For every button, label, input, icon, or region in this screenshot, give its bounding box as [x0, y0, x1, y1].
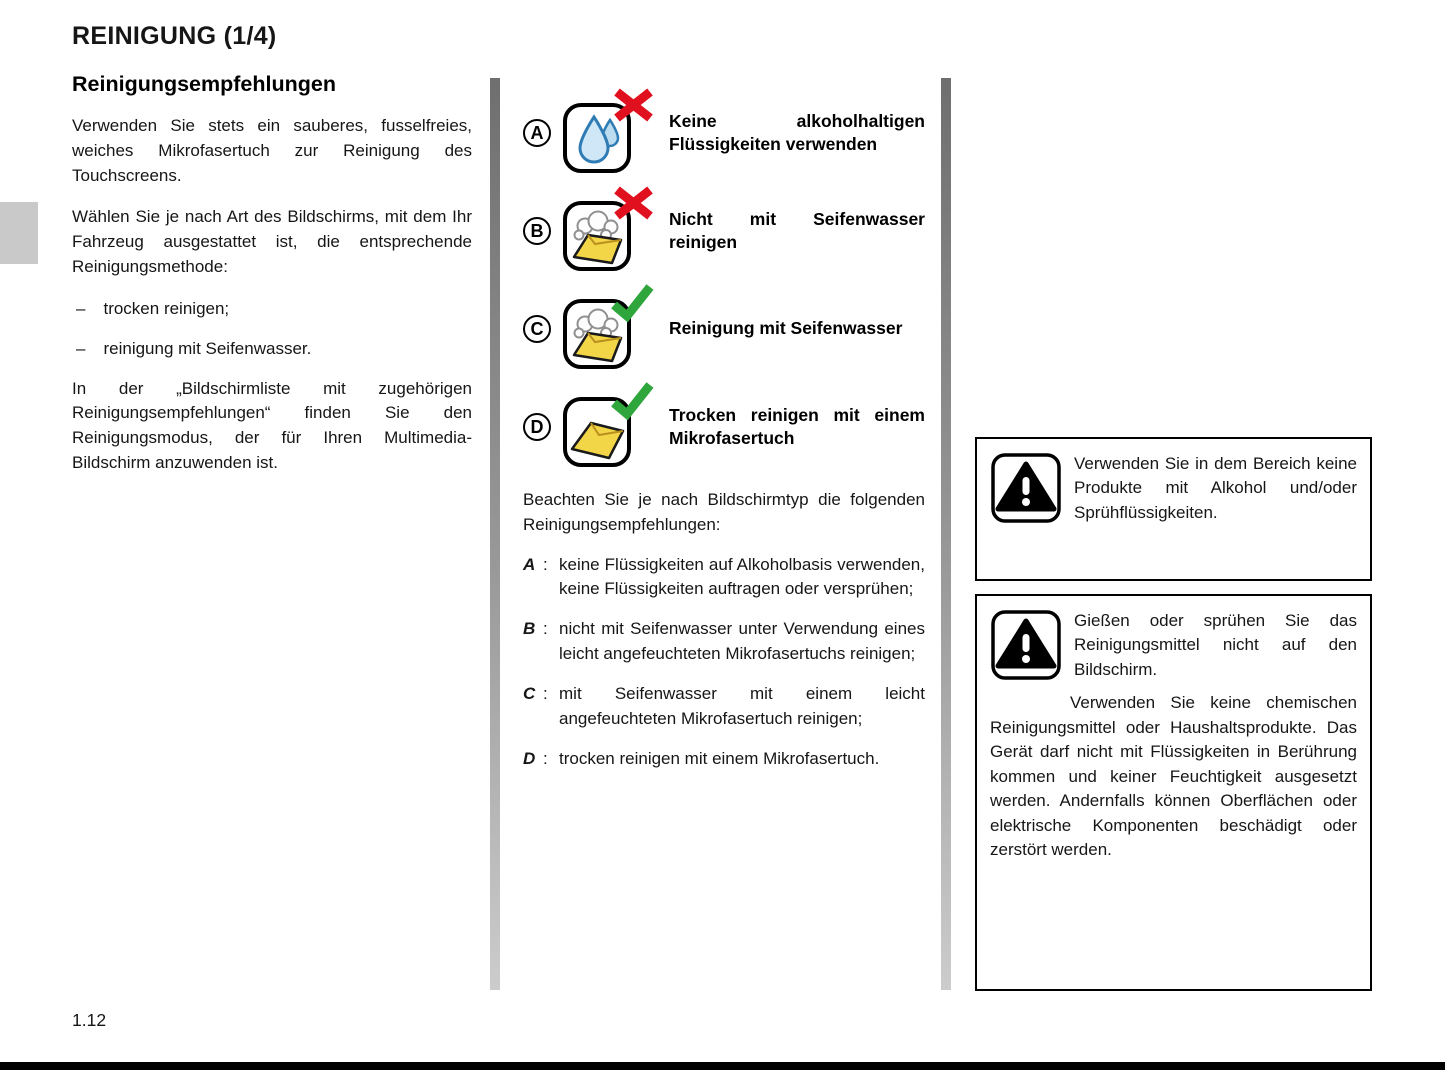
item-letter: B — [523, 619, 536, 639]
water-drop-icon — [557, 87, 657, 179]
letter-badge: D — [523, 413, 551, 441]
item-text: keine Flüssigkeiten auf Alkoholbasis verwenden, keine Flüssigkeiten auftragen oder versprühen; — [559, 554, 925, 599]
method-label: Reinigung mit Seifenwasser — [669, 318, 903, 339]
cleaning-method-row — [523, 182, 925, 280]
chapter-edge-tab — [0, 202, 38, 264]
item-separator: : — [543, 619, 548, 639]
instructions-intro: Beachten Sie je nach Bildschirmtyp die folgenden Reinigungsempfehlungen: — [523, 490, 925, 534]
item-text: trocken reinigen mit einem Mikrofasertuch. — [559, 748, 880, 768]
vertical-separator-bar — [490, 78, 500, 990]
red-cross-icon — [617, 190, 650, 216]
warning-intro-text: Gießen oder sprühen Sie das Reinigungsmittel nicht auf den Bildschirm. — [1074, 611, 1357, 679]
paragraph: Verwenden Sie stets ein sauberes, fusselfreies, weiches Mikrofasertuch zur Reinigung des Touchscreens. — [72, 116, 472, 185]
letter-badge: B — [523, 217, 551, 245]
item-separator: : — [543, 683, 548, 703]
section-heading: Reinigungsempfehlungen — [72, 72, 336, 96]
list-item — [76, 297, 472, 322]
letter-badge: A — [523, 119, 551, 147]
method-label: Trocken reinigen mit einem Mikrofasertuch — [669, 404, 925, 448]
red-cross-icon — [617, 92, 650, 118]
sponge-suds-icon — [557, 283, 657, 375]
sponge-suds-icon — [557, 185, 657, 277]
paragraph: In der „Bildschirmliste mit zugehörigen Reinigungsempfehlungen“ finden Sie den Reinigungsmodus, der für Ihren Multimedia-Bildschirm anzuwenden ist. — [72, 378, 472, 472]
bullet-dash: – — [76, 338, 86, 358]
item-separator: : — [543, 554, 548, 574]
bullet-text: trocken reinigen; — [103, 298, 230, 318]
method-label: Nicht mit Seifenwasser reinigen — [669, 208, 925, 252]
page-number: 1.12 — [72, 1010, 107, 1030]
page-title: REINIGUNG (1/4) — [72, 22, 277, 50]
footer-rule — [0, 1062, 1445, 1070]
letter-badge: C — [523, 315, 551, 343]
warning-triangle-icon — [990, 609, 1062, 681]
vertical-separator-bar — [941, 78, 951, 990]
item-text: mit Seifenwasser mit einem leicht angefeuchteten Mikrofasertuch reinigen; — [559, 683, 925, 728]
cleaning-method-row — [523, 84, 925, 182]
cleaning-method-row — [523, 378, 925, 476]
method-description-item — [523, 553, 925, 603]
warning-text: Verwenden Sie in dem Bereich keine Produkte mit Alkohol und/oder Sprühflüssigkeiten. — [1074, 454, 1357, 522]
warning-body-text: Verwenden Sie keine chemischen Reinigungsmittel oder Haushaltsprodukte. Das Gerät darf nicht mit Flüssigkeiten in Berührung kommen und keiner Feuchtigkeit ausgesetzt werden. Andernfalls können Oberflächen oder elektrische Komponenten beschädigt oder zerstört werden. — [990, 693, 1357, 860]
middle-column — [523, 84, 925, 771]
item-letter: D — [523, 748, 536, 768]
warning-box — [975, 594, 1372, 991]
left-column — [72, 72, 472, 493]
item-letter: A — [523, 554, 536, 574]
sponge-icon — [557, 381, 657, 473]
item-separator: : — [543, 748, 548, 768]
list-item — [76, 337, 472, 362]
method-description-item — [523, 617, 925, 667]
paragraph: Wählen Sie je nach Art des Bildschirms, mit dem Ihr Fahrzeug ausgestattet ist, die entsprechende Reinigungsmethode: — [72, 207, 472, 277]
warning-triangle-icon — [990, 452, 1062, 524]
warning-box — [975, 437, 1372, 581]
bullet-dash: – — [76, 298, 86, 318]
method-label: Keine alkoholhaltigen Flüssigkeiten verwenden — [669, 110, 925, 154]
method-description-item — [523, 747, 925, 772]
method-description-item — [523, 682, 925, 732]
item-text: nicht mit Seifenwasser unter Verwendung eines leicht angefeuchteten Mikrofasertuchs reinigen; — [559, 619, 925, 664]
item-letter: C — [523, 683, 536, 703]
bullet-text: reinigung mit Seifenwasser. — [103, 338, 312, 358]
cleaning-method-row — [523, 280, 925, 378]
